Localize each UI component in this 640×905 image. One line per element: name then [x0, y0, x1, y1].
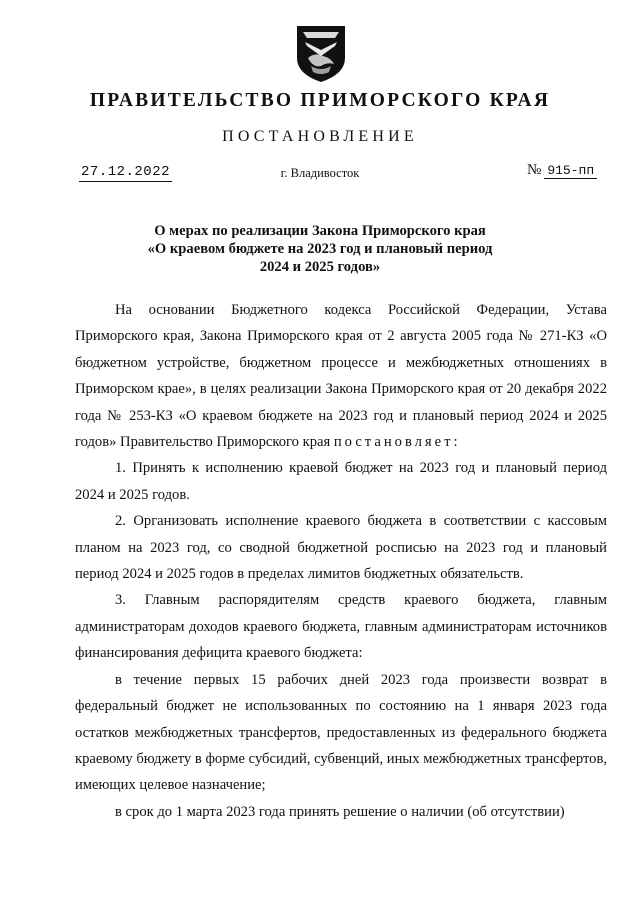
- number-value: 915-пп: [544, 163, 597, 179]
- preamble-verb: постановляет: [333, 434, 454, 451]
- preamble-text: На основании Бюджетного кодекса Российской Федерации, Устава Приморского края, Закона Приморского края от 2 августа 2005 года № 271-КЗ «О бюджетном устройстве, бюджетном процессе и межбюджетных отношениях в Приморском крае», в целях реализации Закона Приморского края от 20 декабря 2022 года № 253-КЗ «О краевом бюджете на 2023 год и плановый период 2024 и 2025 годов» Правительство Приморского края: [75, 302, 607, 451]
- item-1-paragraph: 1. Принять к исполнению краевой бюджет на 2023 год и плановый период 2024 и 2025 годов.: [75, 460, 607, 503]
- document-city: г. Владивосток: [280, 166, 360, 180]
- document-type: ПОСТАНОВЛЕНИЕ: [222, 128, 418, 145]
- document-body: [75, 297, 607, 825]
- number-sign: №: [527, 162, 542, 178]
- preamble-paragraph: [75, 297, 607, 455]
- subject-line-3: 2024 и 2025 годов»: [259, 259, 381, 275]
- subject-line-2: «О краевом бюджете на 2023 год и плановый период: [147, 241, 493, 257]
- document-date: 27.12.2022: [81, 164, 171, 180]
- item-3-sub-1-paragraph: в течение первых 15 рабочих дней 2023 года произвести возврат в федеральный бюджет не использованных по состоянию на 1 января 2023 года остатков межбюджетных трансфертов, предоставленных из федерального бюджета краевому бюджету в форме субсидий, субвенций, иных межбюджетных трансфертов, имеющих целевое назначение;: [75, 671, 607, 794]
- coat-of-arms-icon: [291, 22, 351, 84]
- preamble-end: :: [453, 434, 458, 451]
- document-subject: [80, 222, 560, 276]
- document-number: [527, 162, 597, 179]
- item-2-paragraph: 2. Организовать исполнение краевого бюджета в соответствии с кассовым планом на 2023 год, со сводной бюджетной росписью на 2023 год и плановый период 2024 и 2025 годов в пределах лимитов бюджетных обязательств.: [75, 513, 607, 583]
- government-title: ПРАВИТЕЛЬСТВО ПРИМОРСКОГО КРАЯ: [89, 90, 551, 111]
- subject-line-1: О мерах по реализации Закона Приморского края: [154, 223, 486, 239]
- item-3-sub-2-paragraph: в срок до 1 марта 2023 года принять решение о наличии (об отсутствии): [115, 803, 565, 820]
- item-3-paragraph: 3. Главным распорядителям средств краевого бюджета, главным администраторам доходов краевого бюджета, главным администраторам источников финансирования дефицита краевого бюджета:: [75, 592, 607, 662]
